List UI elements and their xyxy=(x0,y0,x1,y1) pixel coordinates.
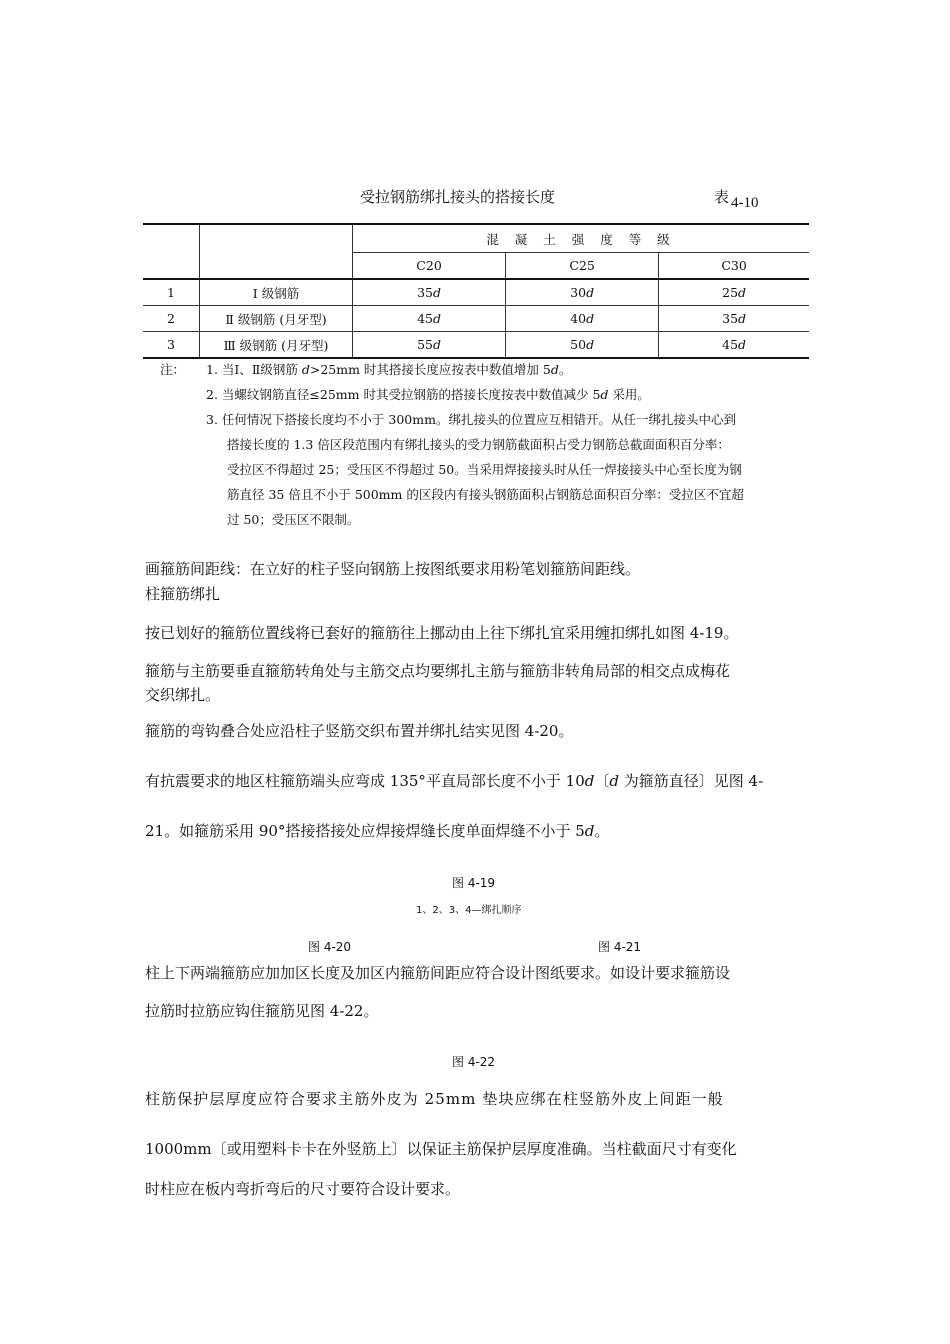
heading-column-stirrup: 柱箍筋绑扎 xyxy=(145,585,221,603)
note-3-line-3: 受拉区不得超过 25；受压区不得超过 50。当采用焊接接头时从任一焊接接头中心至长度为钢 xyxy=(227,462,742,477)
note-3-line-4: 筋直径 35 倍且不小于 500mm 的区段内有接头钢筋面积占钢筋总面积百分率：受拉区不宜超 xyxy=(227,487,744,502)
paragraph-cover-l2: 1000mm〔或用塑料卡卡在外竖筋上〕以保证主筋保护层厚度准确。当柱截面尺寸有变化 xyxy=(145,1140,737,1158)
note-3: 3. 任何情况下搭接长度均不小于 300mm。绑扎接头的位置应互相错开。从任一绑扎接头中心到 xyxy=(206,412,736,427)
cell-c20: 55d xyxy=(353,332,506,359)
lap-length-table xyxy=(143,223,809,359)
caption-fig-4-20: 图 4-20 xyxy=(308,940,352,954)
grade-header-c30: C30 xyxy=(659,253,809,280)
row-type: Ⅲ 级钢筋 (月牙型) xyxy=(200,332,353,359)
cell-c30: 35d xyxy=(659,306,809,332)
notes-label: 注： xyxy=(160,362,186,377)
table-title: 受拉钢筋绑扎接头的搭接长度 xyxy=(360,188,556,206)
paragraph-stirrup-spacing: 画箍筋间距线：在立好的柱子竖向钢筋上按图纸要求用粉笔划箍筋间距线。 xyxy=(145,560,641,578)
group-header: 混 凝 土 强 度 等 级 xyxy=(353,224,810,253)
cell-c25: 30d xyxy=(506,279,659,306)
row-type: Ⅰ 级钢筋 xyxy=(200,279,353,306)
caption-fig-4-19-sub: 1、2、3、4—绑扎顺序 xyxy=(416,905,522,916)
table-row xyxy=(143,279,809,306)
paragraph-binding: 按已划好的箍筋位置线将已套好的箍筋往上挪动由上往下绑扎宜采用缠扣绑扎如图 4-19。 xyxy=(145,624,739,642)
caption-fig-4-22: 图 4-22 xyxy=(452,1055,496,1069)
paragraph-cover-l1: 柱筋保护层厚度应符合要求主筋外皮为 25mm 垫块应绑在柱竖筋外皮上间距一般 xyxy=(145,1090,724,1108)
cell-c25: 50d xyxy=(506,332,659,359)
table-number xyxy=(714,186,759,211)
paragraph-perpendicular-l1: 箍筋与主筋要垂直箍筋转角处与主筋交点均要绑扎主筋与箍筋非转角局部的相交点成梅花 xyxy=(145,662,731,680)
cell-c30: 25d xyxy=(659,279,809,306)
paragraph-end-stirrups-l2: 拉筋时拉筋应钩住箍筋见图 4-22。 xyxy=(145,1002,379,1020)
row-index: 2 xyxy=(143,306,200,332)
row-index: 3 xyxy=(143,332,200,359)
cell-c20: 45d xyxy=(353,306,506,332)
table-row xyxy=(143,306,809,332)
table-row xyxy=(143,332,809,359)
paragraph-hook: 箍筋的弯钩叠合处应沿柱子竖筋交织布置并绑扎结实见图 4-20。 xyxy=(145,722,574,740)
grade-header-c20: C20 xyxy=(353,253,506,280)
note-2: 2. 当螺纹钢筋直径≤25mm 时其受拉钢筋的搭接长度按表中数值减少 5d 采用。 xyxy=(206,387,650,402)
cell-c20: 35d xyxy=(353,279,506,306)
note-1: 1. 当Ⅰ、Ⅱ级钢筋 d>25mm 时其搭接长度应按表中数值增加 5d。 xyxy=(206,362,572,377)
paragraph-seismic-l2: 21。如箍筋采用 90°搭接搭接处应焊接焊缝长度单面焊缝不小于 5d。 xyxy=(145,822,610,840)
grade-header-c25: C25 xyxy=(506,253,659,280)
header-empty-index xyxy=(143,224,200,279)
paragraph-end-stirrups-l1: 柱上下两端箍筋应加加区长度及加区内箍筋间距应符合设计图纸要求。如设计要求箍筋设 xyxy=(145,964,731,982)
caption-fig-4-21: 图 4-21 xyxy=(598,940,642,954)
table-number-value: 4-10 xyxy=(731,195,759,211)
paragraph-seismic-l1: 有抗震要求的地区柱箍筋端头应弯成 135°平直局部长度不小于 10d〔d 为箍筋直径〕见图 4- xyxy=(145,772,764,790)
row-index: 1 xyxy=(143,279,200,306)
paragraph-cover-l3: 时柱应在板内弯折弯后的尺寸要符合设计要求。 xyxy=(145,1180,461,1198)
cell-c30: 45d xyxy=(659,332,809,359)
cell-c25: 40d xyxy=(506,306,659,332)
note-3-line-2: 搭接长度的 1.3 倍区段范围内有绑扎接头的受力钢筋截面积占受力钢筋总截面面积百分率： xyxy=(227,437,730,452)
header-empty-type xyxy=(200,224,353,279)
row-type: Ⅱ 级钢筋 (月牙型) xyxy=(200,306,353,332)
note-3-line-5: 过 50；受压区不限制。 xyxy=(227,512,360,527)
caption-fig-4-19: 图 4-19 xyxy=(452,876,496,890)
paragraph-perpendicular-l2: 交织绑扎。 xyxy=(145,686,221,704)
table-number-prefix: 表 xyxy=(714,188,730,206)
